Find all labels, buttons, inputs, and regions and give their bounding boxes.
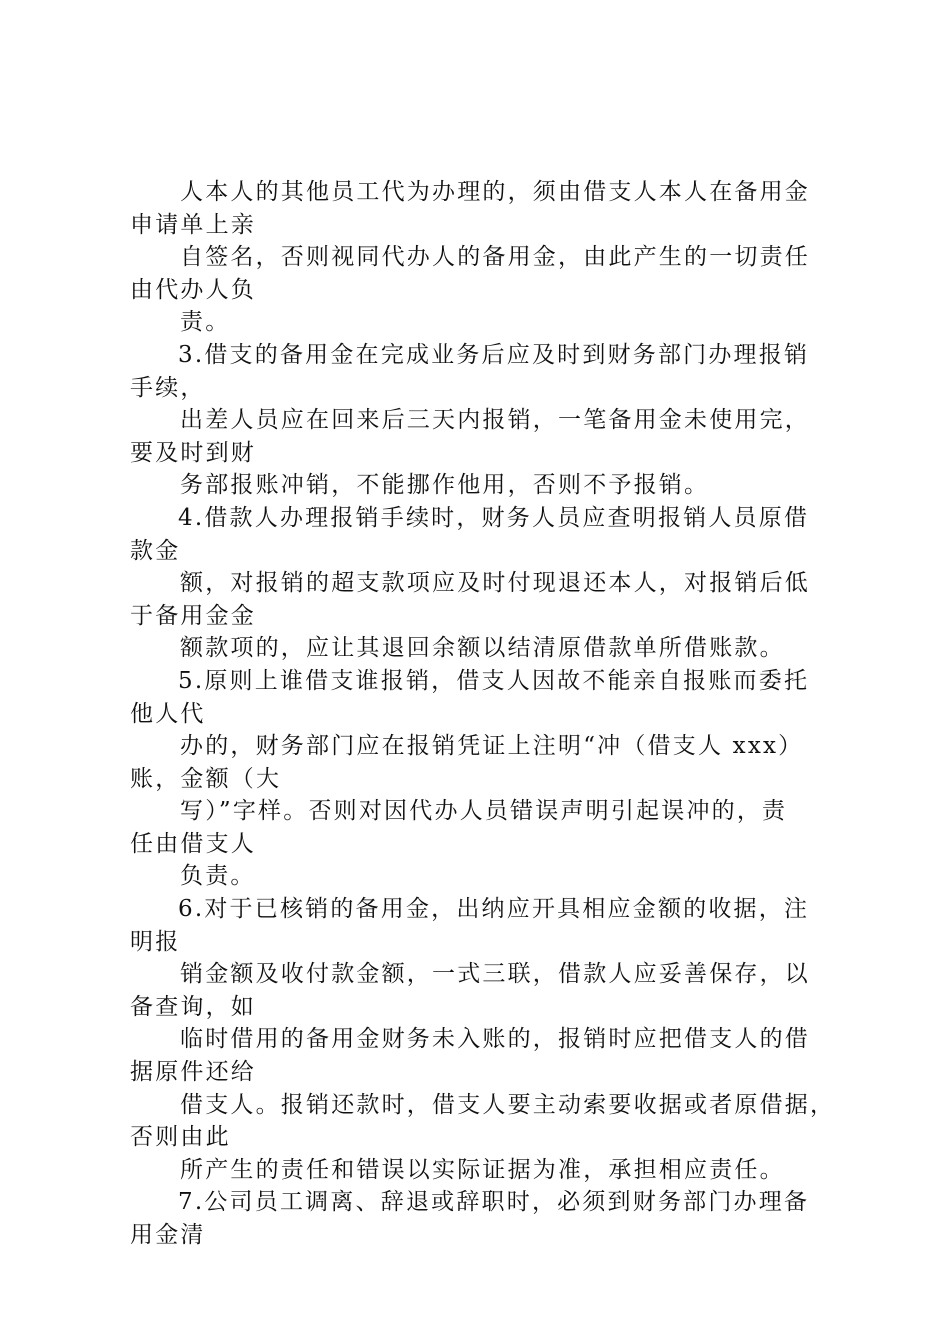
text-line: 用金清 xyxy=(130,1222,206,1248)
text-line: 额款项的，应让其退回余额以结清原借款单所借账款。 xyxy=(180,635,785,662)
text-line: 3.借支的备用金在完成业务后应及时到财务部门办理报销 xyxy=(178,341,810,368)
text-line: 否则由此 xyxy=(130,1124,231,1151)
document-body xyxy=(130,176,850,1252)
text-line: 办的，财务部门应在报销凭证上注明“冲（借支人 xxx） xyxy=(180,733,804,760)
text-line: 据原件还给 xyxy=(130,1059,256,1086)
text-line: 4.借款人办理报销手续时，财务人员应查明报销人员原借 xyxy=(178,504,810,531)
text-line: 申请单上亲 xyxy=(130,211,256,238)
text-line: 6.对于已核销的备用金，出纳应开具相应金额的收据，注 xyxy=(178,896,810,923)
text-line: 额，对报销的超支款项应及时付现退还本人，对报销后低 xyxy=(180,570,810,597)
text-line: 务部报账冲销，不能挪作他用，否则不予报销。 xyxy=(180,472,710,499)
text-line: 自签名，否则视同代办人的备用金，由此产生的一切责任 xyxy=(180,244,810,271)
text-line: 销金额及收付款金额，一式三联，借款人应妥善保存，以 xyxy=(180,961,810,988)
text-line: 人本人的其他员工代为办理的，须由借支人本人在备用金 xyxy=(180,179,810,205)
text-line: 账，金额（大 xyxy=(130,765,282,792)
text-line: 明报 xyxy=(130,928,181,955)
text-line: 款金 xyxy=(130,537,181,564)
text-line: 写）”字样。否则对因代办人员错误声明引起误冲的，责 xyxy=(180,798,788,825)
text-line: 手续， xyxy=(130,374,206,401)
text-line: 借支人。报销还款时，借支人要主动索要收据或者原借据， xyxy=(180,1091,836,1118)
text-line: 7.公司员工调离、辞退或辞职时，必须到财务部门办理备 xyxy=(178,1189,810,1216)
text-line: 5.原则上谁借支谁报销，借支人因故不能亲自报账而委托 xyxy=(178,667,810,694)
text-line: 任由借支人 xyxy=(130,830,256,857)
text-line: 于备用金金 xyxy=(130,602,256,629)
text-line: 临时借用的备用金财务未入账的，报销时应把借支人的借 xyxy=(180,1026,810,1053)
text-line: 由代办人负 xyxy=(130,276,256,303)
text-line: 负责。 xyxy=(180,863,256,890)
text-line: 所产生的责任和错误以实际证据为准，承担相应责任。 xyxy=(180,1156,785,1183)
text-line: 责。 xyxy=(180,309,231,336)
text-line: 备查询，如 xyxy=(130,993,256,1020)
text-line: 要及时到财 xyxy=(130,439,256,466)
text-line: 他人代 xyxy=(130,700,206,727)
text-line: 出差人员应在回来后三天内报销，一笔备用金未使用完， xyxy=(180,407,810,434)
